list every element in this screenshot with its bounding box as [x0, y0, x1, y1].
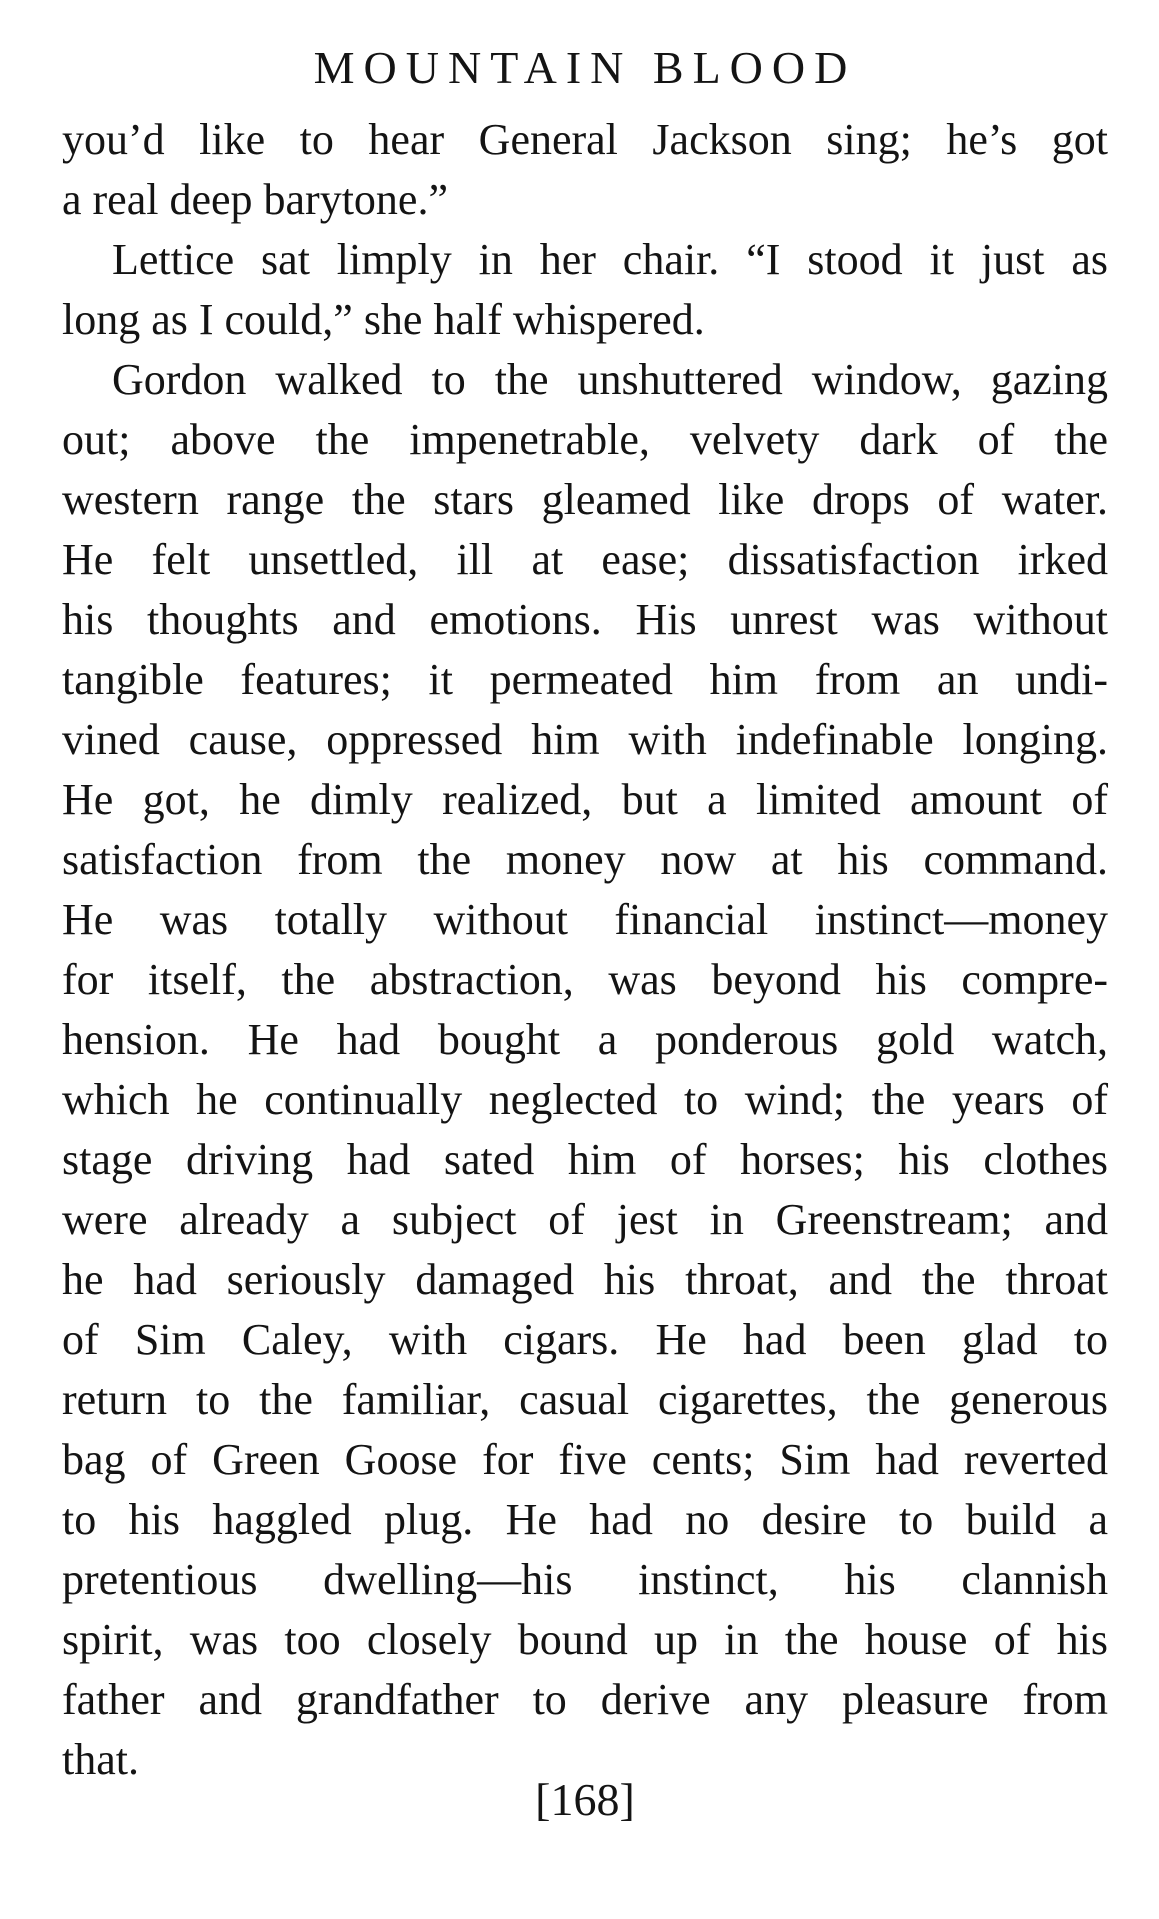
- text-line: to his haggled plug. He had no desire to build a: [62, 1495, 1108, 1544]
- text-line: vined cause, oppressed him with indefinable longing.: [62, 715, 1108, 764]
- book-page: [62, 0, 1108, 1919]
- text-line: out; above the impenetrable, velvety dark of the: [62, 415, 1108, 464]
- text-line: you’d like to hear General Jackson sing; he’s got: [62, 115, 1108, 164]
- text-line: hension. He had bought a ponderous gold watch,: [62, 1015, 1108, 1064]
- text-line: a real deep barytone.”: [62, 175, 448, 224]
- text-line: long as I could,” she half whispered.: [62, 295, 705, 344]
- text-line: his thoughts and emotions. His unrest was without: [62, 595, 1108, 644]
- text-line: father and grandfather to derive any pleasure from: [62, 1675, 1108, 1724]
- text-line: western range the stars gleamed like drops of water.: [62, 475, 1108, 524]
- text-line: He got, he dimly realized, but a limited amount of: [62, 775, 1108, 824]
- text-line: of Sim Caley, with cigars. He had been glad to: [62, 1315, 1108, 1364]
- text-line: spirit, was too closely bound up in the house of his: [62, 1615, 1108, 1664]
- text-line: He was totally without financial instinct—money: [62, 895, 1108, 944]
- body-text: [62, 110, 1108, 1790]
- text-line: Gordon walked to the unshuttered window, gazing: [112, 355, 1108, 404]
- text-line: stage driving had sated him of horses; his clothes: [62, 1135, 1108, 1184]
- text-line: Lettice sat limply in her chair. “I stood it just as: [112, 235, 1108, 284]
- running-head: MOUNTAIN BLOOD: [313, 42, 857, 93]
- text-line: satisfaction from the money now at his command.: [62, 835, 1108, 884]
- paragraph: [62, 110, 1108, 230]
- text-line: He felt unsettled, ill at ease; dissatisfaction irked: [62, 535, 1108, 584]
- text-line: return to the familiar, casual cigarettes, the generous: [62, 1375, 1108, 1424]
- text-line: for itself, the abstraction, was beyond his compre-: [62, 955, 1108, 1004]
- paragraph: [62, 350, 1108, 1790]
- text-line: pretentious dwelling—his instinct, his clannish: [62, 1555, 1108, 1604]
- page-number: [168]: [535, 1774, 635, 1825]
- text-line: were already a subject of jest in Greenstream; and: [62, 1195, 1108, 1244]
- text-line: bag of Green Goose for five cents; Sim had reverted: [62, 1435, 1108, 1484]
- paragraph: [62, 230, 1108, 350]
- text-line: tangible features; it permeated him from an undi-: [62, 655, 1108, 704]
- text-line: that.: [62, 1735, 139, 1784]
- text-line: he had seriously damaged his throat, and the throat: [62, 1255, 1108, 1304]
- text-line: which he continually neglected to wind; the years of: [62, 1075, 1108, 1124]
